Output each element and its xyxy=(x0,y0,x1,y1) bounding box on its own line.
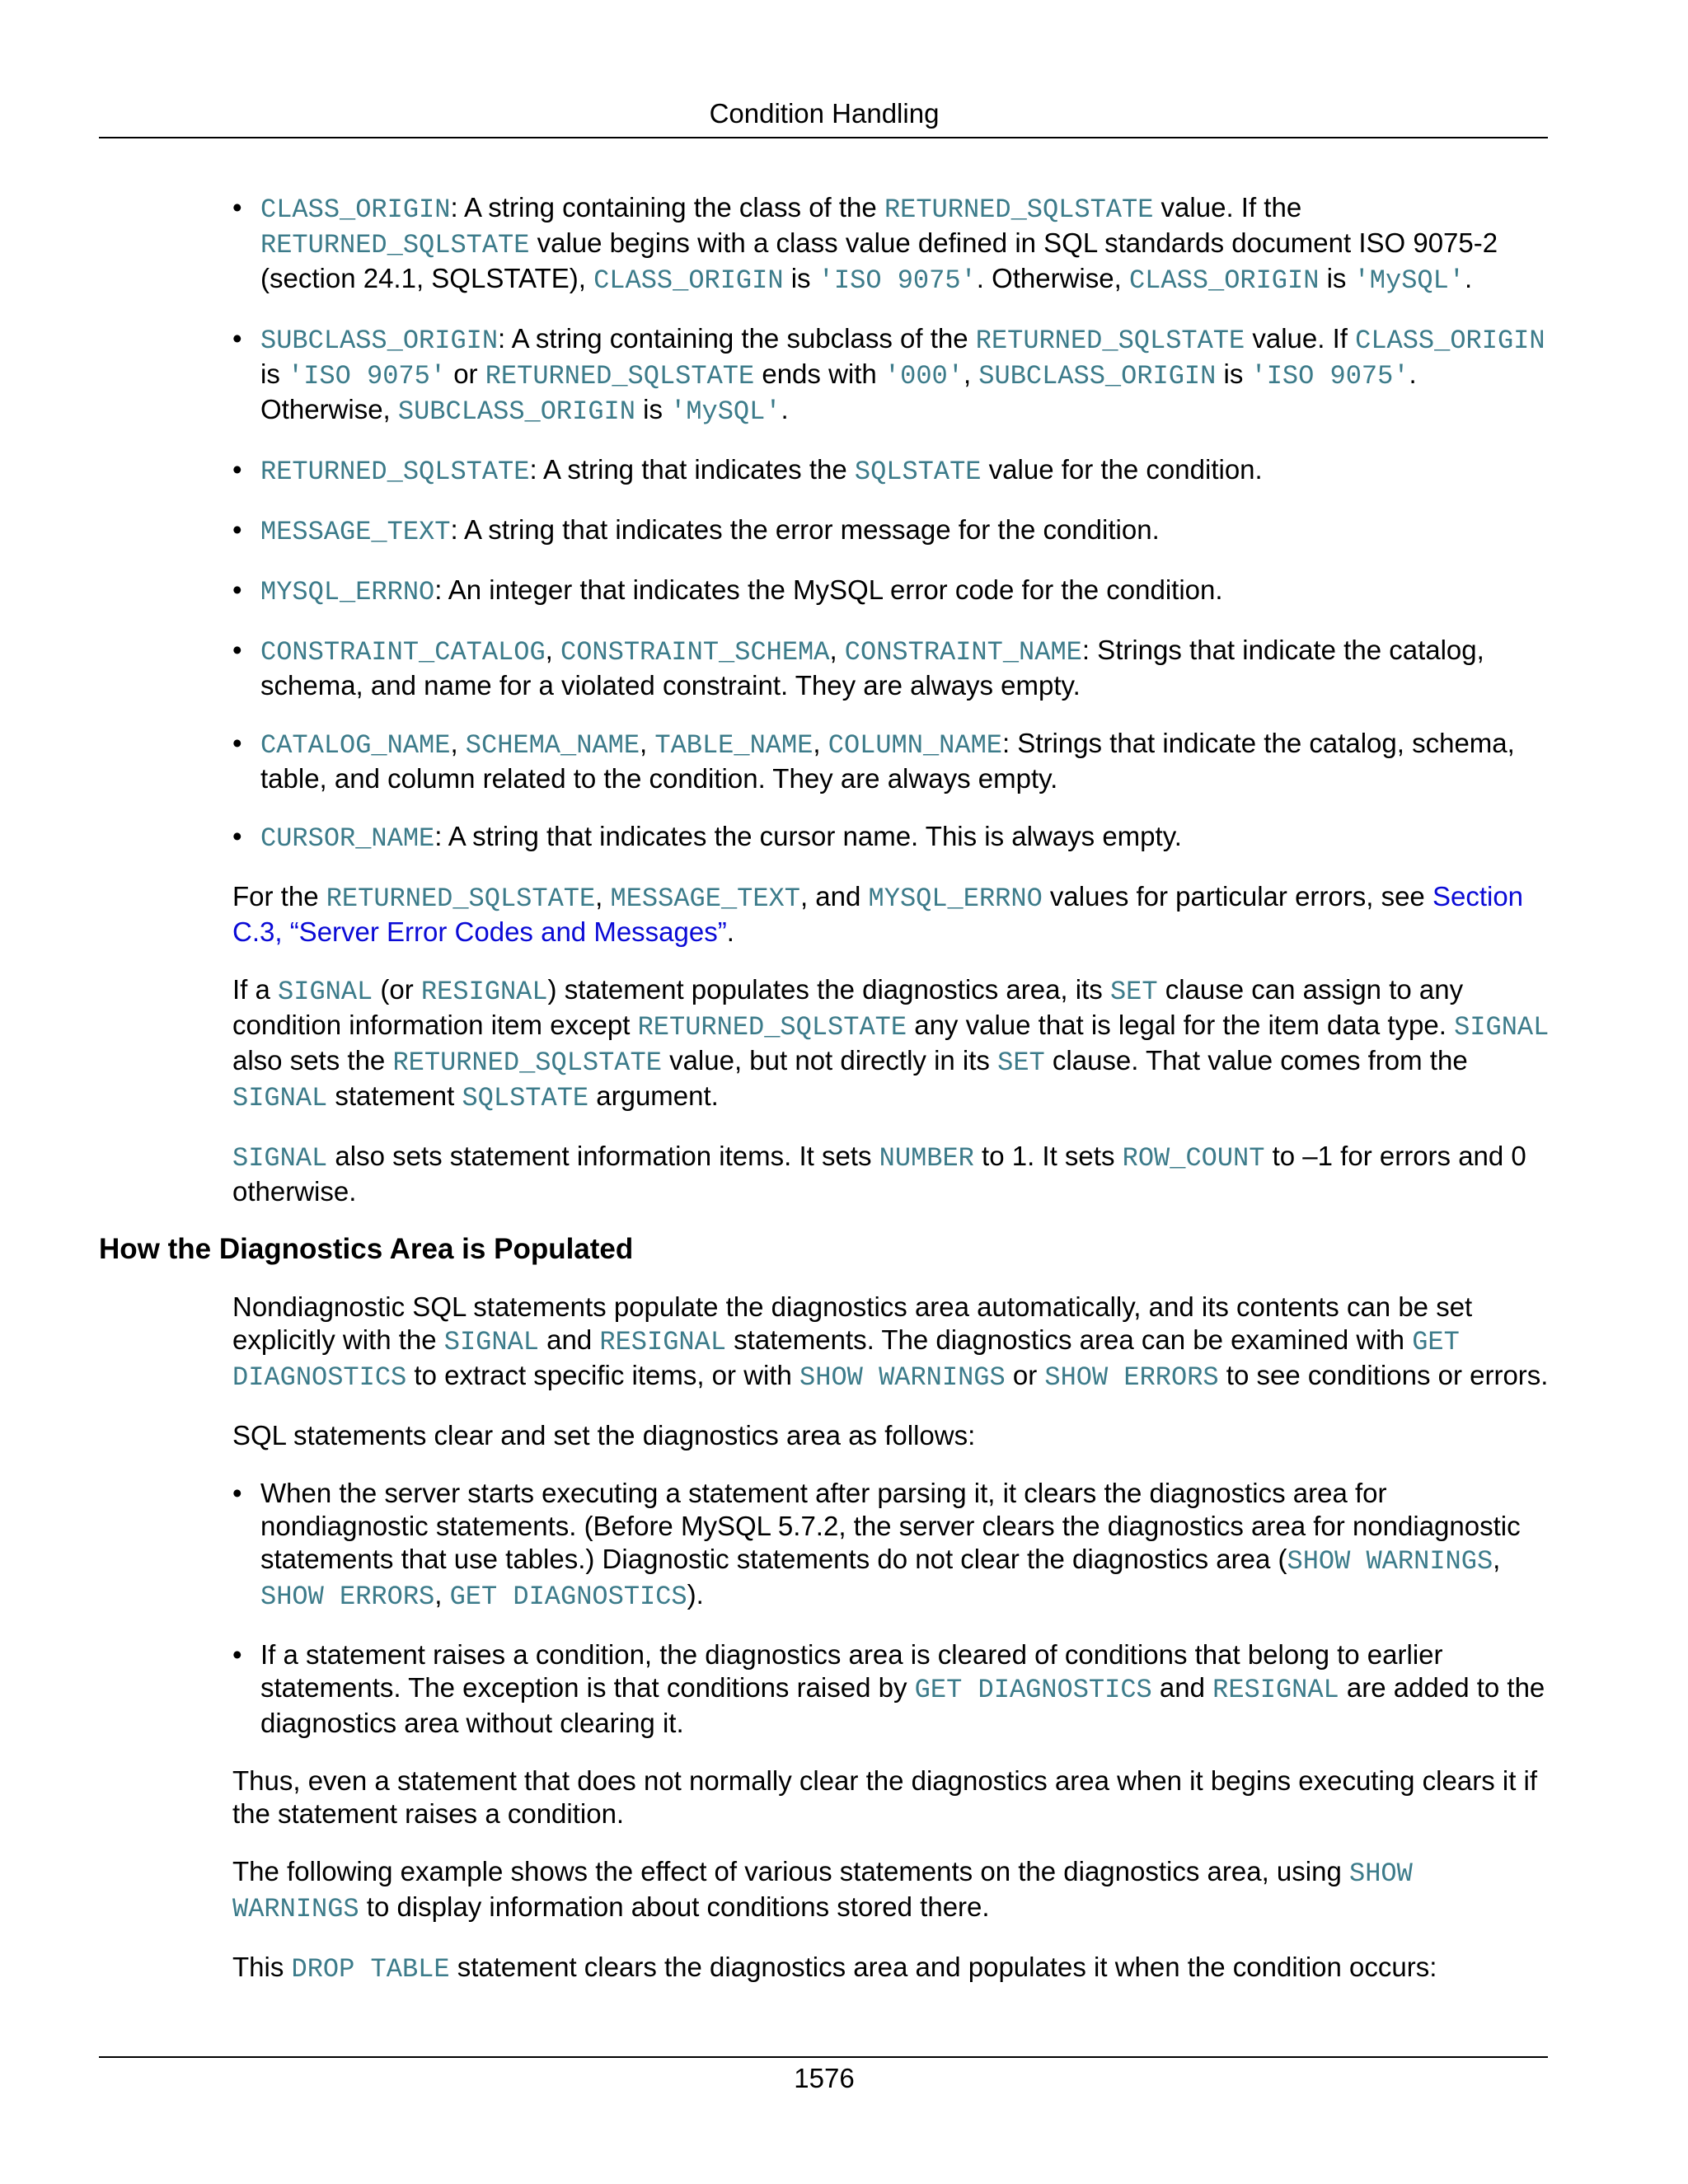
code-term: CLASS_ORIGIN xyxy=(593,265,784,296)
para-text: to display information about conditions stored there. xyxy=(359,1891,990,1922)
item-text: , xyxy=(640,728,655,758)
item-text: . Otherwise, xyxy=(260,359,1417,424)
diagnostics-rules-list xyxy=(232,1477,1550,1740)
item-text: , xyxy=(450,728,466,758)
list-item-class-origin xyxy=(232,191,1550,298)
bullet-icon: • xyxy=(232,635,242,665)
paragraph-nondiagnostic xyxy=(232,1291,1550,1394)
code-term: 'ISO 9075' xyxy=(288,361,447,391)
item-text: ends with xyxy=(754,359,884,389)
bullet-icon: • xyxy=(232,1639,242,1670)
para-text: clause. That value comes from the xyxy=(1044,1045,1468,1076)
paragraph-thus: Thus, even a statement that does not normally clear the diagnostics area when it begins executing clears it if the statement raises a condition. xyxy=(232,1765,1538,1829)
list-item-constraint xyxy=(232,634,1550,702)
code-term: RETURNED_SQLSTATE xyxy=(260,230,530,260)
code-term: SHOW WARNINGS xyxy=(799,1362,1006,1393)
code-term: 'ISO 9075' xyxy=(818,265,977,296)
body-paragraphs xyxy=(232,880,1550,1208)
code-term: SET xyxy=(1109,977,1158,1007)
paragraph-if-signal xyxy=(232,973,1550,1115)
para-text: value, but not directly in its xyxy=(661,1045,998,1076)
item-text: or xyxy=(446,359,485,389)
para-text: statement xyxy=(327,1080,462,1111)
para-text: statement clears the diagnostics area and populates it when the condition occurs: xyxy=(449,1952,1437,1982)
code-term: RETURNED_SQLSTATE xyxy=(975,326,1245,356)
code-term: CATALOG_NAME xyxy=(260,730,451,761)
item-text: is xyxy=(1216,359,1251,389)
paragraph-drop-table xyxy=(232,1951,1550,1986)
list-item-returned-sqlstate xyxy=(232,453,1550,489)
code-term: SUBCLASS_ORIGIN xyxy=(978,361,1217,391)
list-item-catalog xyxy=(232,727,1550,795)
header-rule xyxy=(99,137,1548,138)
para-text: ) statement populates the diagnostics area, its xyxy=(547,974,1110,1005)
para-text: Nondiagnostic SQL statements populate the diagnostics area automatically, and its contents can be set explicitly with the xyxy=(232,1291,1473,1355)
item-text: : A string containing the class of the xyxy=(450,192,884,223)
para-text: to see conditions or errors. xyxy=(1218,1360,1549,1390)
code-term: CONSTRAINT_CATALOG xyxy=(260,637,546,668)
paragraph-following-example xyxy=(232,1855,1550,1926)
bullet-icon: • xyxy=(232,514,242,545)
code-term: '000' xyxy=(884,361,964,391)
code-term: SIGNAL xyxy=(232,1083,328,1113)
para-text: and xyxy=(538,1324,600,1355)
item-text: : An integer that indicates the MySQL error code for the condition. xyxy=(434,574,1223,605)
item-text: . xyxy=(1465,263,1473,293)
code-term: RETURNED_SQLSTATE xyxy=(326,883,596,914)
code-term: RESIGNAL xyxy=(1212,1675,1339,1705)
item-text: value. If the xyxy=(1153,192,1302,223)
para-text: also sets the xyxy=(232,1045,393,1076)
section-c3-link[interactable]: Section C.3, “Server Error Codes and Messages” xyxy=(232,881,1524,947)
para-text: to 1. It sets xyxy=(973,1141,1123,1171)
code-term: ROW_COUNT xyxy=(1122,1143,1265,1174)
page-number: 1576 xyxy=(794,2063,855,2093)
code-term: MESSAGE_TEXT xyxy=(260,517,451,547)
item-text: : A string containing the subclass of the xyxy=(498,323,976,354)
item-text: : A string that indicates the xyxy=(529,454,855,485)
code-term: RETURNED_SQLSTATE xyxy=(392,1047,662,1078)
code-term: SQLSTATE xyxy=(854,457,982,487)
code-term: SET xyxy=(997,1047,1045,1078)
bullet-icon: • xyxy=(232,454,242,485)
item-text: , xyxy=(434,1579,450,1610)
code-term: SIGNAL xyxy=(443,1327,539,1357)
list-item-raises-condition xyxy=(232,1638,1550,1740)
item-text: , xyxy=(813,728,828,758)
para-text: , xyxy=(595,881,611,912)
code-term: GET DIAGNOSTICS xyxy=(449,1582,687,1612)
para-text: . xyxy=(726,916,734,947)
item-text: : Strings that indicate the catalog, schema, and name for a violated constraint. They are always empty. xyxy=(260,635,1484,701)
para-text: values for particular errors, see xyxy=(1042,881,1432,912)
bullet-icon: • xyxy=(232,574,242,605)
list-item-server-starts xyxy=(232,1477,1550,1614)
item-text: . Otherwise, xyxy=(976,263,1129,293)
code-term: RETURNED_SQLSTATE xyxy=(884,194,1154,225)
section-body xyxy=(232,1291,1550,1452)
item-text: is xyxy=(783,263,818,293)
list-item-subclass-origin xyxy=(232,322,1550,429)
paragraph-for-the xyxy=(232,880,1550,949)
code-term: SIGNAL xyxy=(278,977,373,1007)
item-text: When the server starts executing a statement after parsing it, it clears the diagnostics area for nondiagnostic statements. (Before MySQL 5.7.2, the server clears the diagnostics area for nondiagnostic statements that use tables.) Diagnostic statements do not clear the diagnostics area ( xyxy=(260,1478,1521,1574)
item-text: value for the condition. xyxy=(981,454,1263,485)
code-term: RETURNED_SQLSTATE xyxy=(637,1012,907,1043)
code-term: GET DIAGNOSTICS xyxy=(232,1327,1460,1393)
para-text: clause can assign to any condition information item except xyxy=(232,974,1464,1040)
para-text: statements. The diagnostics area can be examined with xyxy=(726,1324,1413,1355)
item-text: , xyxy=(963,359,979,389)
para-text: to –1 for errors and 0 otherwise. xyxy=(232,1141,1526,1207)
condition-items-list xyxy=(232,191,1550,855)
bullet-icon: • xyxy=(232,323,242,354)
code-term: CLASS_ORIGIN xyxy=(1128,265,1320,296)
item-text: If a statement raises a condition, the diagnostics area is cleared of conditions that belong to earlier statements. The exception is that conditions raised by xyxy=(260,1639,1443,1703)
para-text: to extract specific items, or with xyxy=(406,1360,800,1390)
code-term: CLASS_ORIGIN xyxy=(1355,326,1545,356)
item-text: are added to the diagnostics area without clearing it. xyxy=(260,1672,1545,1738)
para-text: If a xyxy=(232,974,279,1005)
code-term: 'MySQL' xyxy=(1353,265,1465,296)
para-text: also sets statement information items. It sets xyxy=(327,1141,879,1171)
para-text: argument. xyxy=(588,1080,719,1111)
code-term: GET DIAGNOSTICS xyxy=(914,1675,1152,1705)
code-term: COLUMN_NAME xyxy=(828,730,1002,761)
bullet-icon: • xyxy=(232,728,242,758)
code-term: MYSQL_ERRNO xyxy=(868,883,1043,914)
para-text: , and xyxy=(799,881,869,912)
item-text: is xyxy=(1319,263,1354,293)
bullet-icon: • xyxy=(232,192,242,223)
code-term: SIGNAL xyxy=(1454,1012,1550,1043)
item-text: is xyxy=(260,359,288,389)
item-text: value begins with a class value defined in SQL standards document ISO 9075-2 (section 24.1, SQLSTATE), xyxy=(260,227,1498,293)
paragraph-signal-also xyxy=(232,1140,1550,1208)
item-text: . xyxy=(781,394,789,424)
item-text: : A string that indicates the cursor name. This is always empty. xyxy=(434,821,1182,851)
code-term: SHOW WARNINGS xyxy=(232,1858,1413,1924)
bullet-icon: • xyxy=(232,821,242,851)
code-term: DROP TABLE xyxy=(291,1954,450,1985)
para-text: The following example shows the effect of various statements on the diagnostics area, using xyxy=(232,1856,1349,1886)
section-closing xyxy=(232,1765,1550,1986)
code-term: CLASS_ORIGIN xyxy=(260,194,451,225)
code-term: SQLSTATE xyxy=(462,1083,589,1113)
code-term: CONSTRAINT_SCHEMA xyxy=(560,637,830,668)
footer-rule xyxy=(99,2056,1548,2058)
code-term: RESIGNAL xyxy=(420,977,548,1007)
code-term: SHOW WARNINGS xyxy=(1287,1546,1493,1577)
code-term: SHOW ERRORS xyxy=(1044,1362,1219,1393)
code-term: SCHEMA_NAME xyxy=(465,730,640,761)
item-text: , xyxy=(1493,1544,1501,1574)
code-term: RETURNED_SQLSTATE xyxy=(260,457,530,487)
code-term: CURSOR_NAME xyxy=(260,823,435,854)
para-text: (or xyxy=(373,974,421,1005)
item-text: , xyxy=(829,635,845,665)
list-item-mysql-errno xyxy=(232,574,1550,609)
code-term: SIGNAL xyxy=(232,1143,328,1174)
code-term: TABLE_NAME xyxy=(654,730,814,761)
item-text: value. If xyxy=(1245,323,1356,354)
code-term: RESIGNAL xyxy=(599,1327,727,1357)
paragraph-sql-statements: SQL statements clear and set the diagnostics area as follows: xyxy=(232,1420,976,1451)
code-term: 'MySQL' xyxy=(670,396,781,427)
code-term: CONSTRAINT_NAME xyxy=(844,637,1082,668)
page-content xyxy=(99,191,1550,2011)
para-text: or xyxy=(1005,1360,1045,1390)
code-term: 'ISO 9075' xyxy=(1250,361,1409,391)
item-text: : A string that indicates the error message for the condition. xyxy=(450,514,1160,545)
item-text: , xyxy=(545,635,560,665)
code-term: MESSAGE_TEXT xyxy=(610,883,800,914)
para-text: any value that is legal for the item data type. xyxy=(907,1010,1455,1040)
code-term: SHOW ERRORS xyxy=(260,1582,435,1612)
code-term: NUMBER xyxy=(879,1143,974,1174)
section-heading: How the Diagnostics Area is Populated xyxy=(99,1233,634,1265)
item-text: and xyxy=(1151,1672,1213,1703)
item-text: : Strings that indicate the catalog, schema, table, and column related to the condition. They are always empty. xyxy=(260,728,1515,794)
para-text: For the xyxy=(232,881,326,912)
list-item-message-text xyxy=(232,513,1550,549)
code-term: SUBCLASS_ORIGIN xyxy=(397,396,635,427)
code-term: MYSQL_ERRNO xyxy=(260,577,435,607)
running-header: Condition Handling xyxy=(709,98,940,129)
list-item-cursor xyxy=(232,820,1550,855)
code-term: SUBCLASS_ORIGIN xyxy=(260,326,499,356)
code-term: RETURNED_SQLSTATE xyxy=(485,361,755,391)
item-text: ). xyxy=(687,1579,704,1610)
item-text: is xyxy=(635,394,671,424)
bullet-icon: • xyxy=(232,1478,242,1508)
para-text: This xyxy=(232,1952,292,1982)
